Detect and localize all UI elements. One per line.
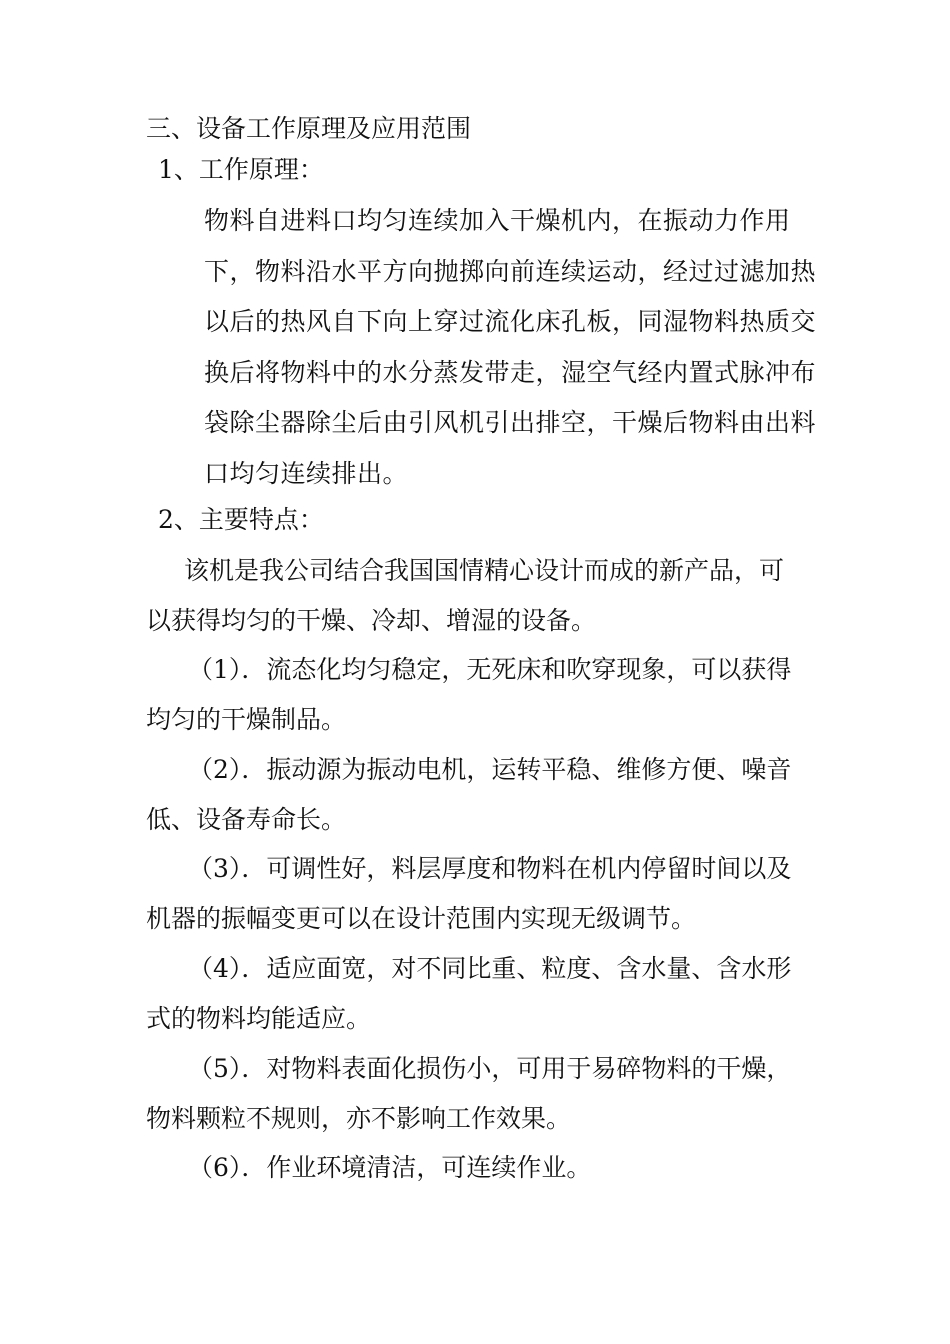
feature-item-4 [146, 944, 816, 1044]
feature-line: 式的物料均能适应。 [146, 1004, 372, 1033]
feature-item-6 [146, 1143, 816, 1193]
section-heading: 三、设备工作原理及应用范围 [146, 114, 472, 143]
principle-paragraph [204, 196, 817, 499]
principle-line: 以后的热风自下向上穿过流化床孔板，同湿物料热质交 [204, 307, 817, 336]
feature-line: （3）．可调性好，料层厚度和物料在机内停留时间以及 [188, 854, 792, 883]
intro-line: 以获得均匀的干燥、冷却、增湿的设备。 [146, 606, 597, 635]
feature-line: （5）．对物料表面化损伤小，可用于易碎物料的干燥， [188, 1054, 792, 1083]
principle-line: 物料自进料口均匀连续加入干燥机内，在振动力作用 [204, 206, 791, 235]
principle-title: 1、工作原理： [158, 155, 324, 184]
features-title: 2、主要特点： [158, 505, 324, 534]
principle-line: 下，物料沿水平方向抛掷向前连续运动，经过过滤加热 [204, 256, 817, 286]
features-intro-paragraph [146, 546, 816, 646]
feature-line: 物料颗粒不规则，亦不影响工作效果。 [146, 1104, 572, 1133]
feature-line: （4）．适应面宽，对不同比重、粒度、含水量、含水形 [188, 954, 792, 983]
feature-line: （2）．振动源为振动电机，运转平稳、维修方便、噪音 [188, 755, 792, 784]
feature-item-3 [146, 844, 816, 944]
feature-line: 机器的振幅变更可以在设计范围内实现无级调节。 [146, 904, 697, 933]
feature-line: 低、设备寿命长。 [146, 805, 347, 834]
feature-line: （6）．作业环境清洁，可连续作业。 [188, 1153, 592, 1182]
feature-item-1 [146, 645, 816, 745]
principle-line: 袋除尘器除尘后由引风机引出排空，干燥后物料由出料 [204, 408, 817, 437]
intro-line: 该机是我公司结合我国国情精心设计而成的新产品，可 [184, 556, 785, 585]
feature-item-2 [146, 745, 816, 845]
feature-line: （1）．流态化均匀稳定，无死床和吹穿现象，可以获得 [188, 655, 792, 684]
feature-item-5 [146, 1044, 816, 1144]
principle-line: 口均匀连续排出。 [204, 458, 409, 488]
feature-line: 均匀的干燥制品。 [146, 705, 347, 734]
principle-line: 换后将物料中的水分蒸发带走，湿空气经内置式脉冲布 [204, 357, 817, 387]
